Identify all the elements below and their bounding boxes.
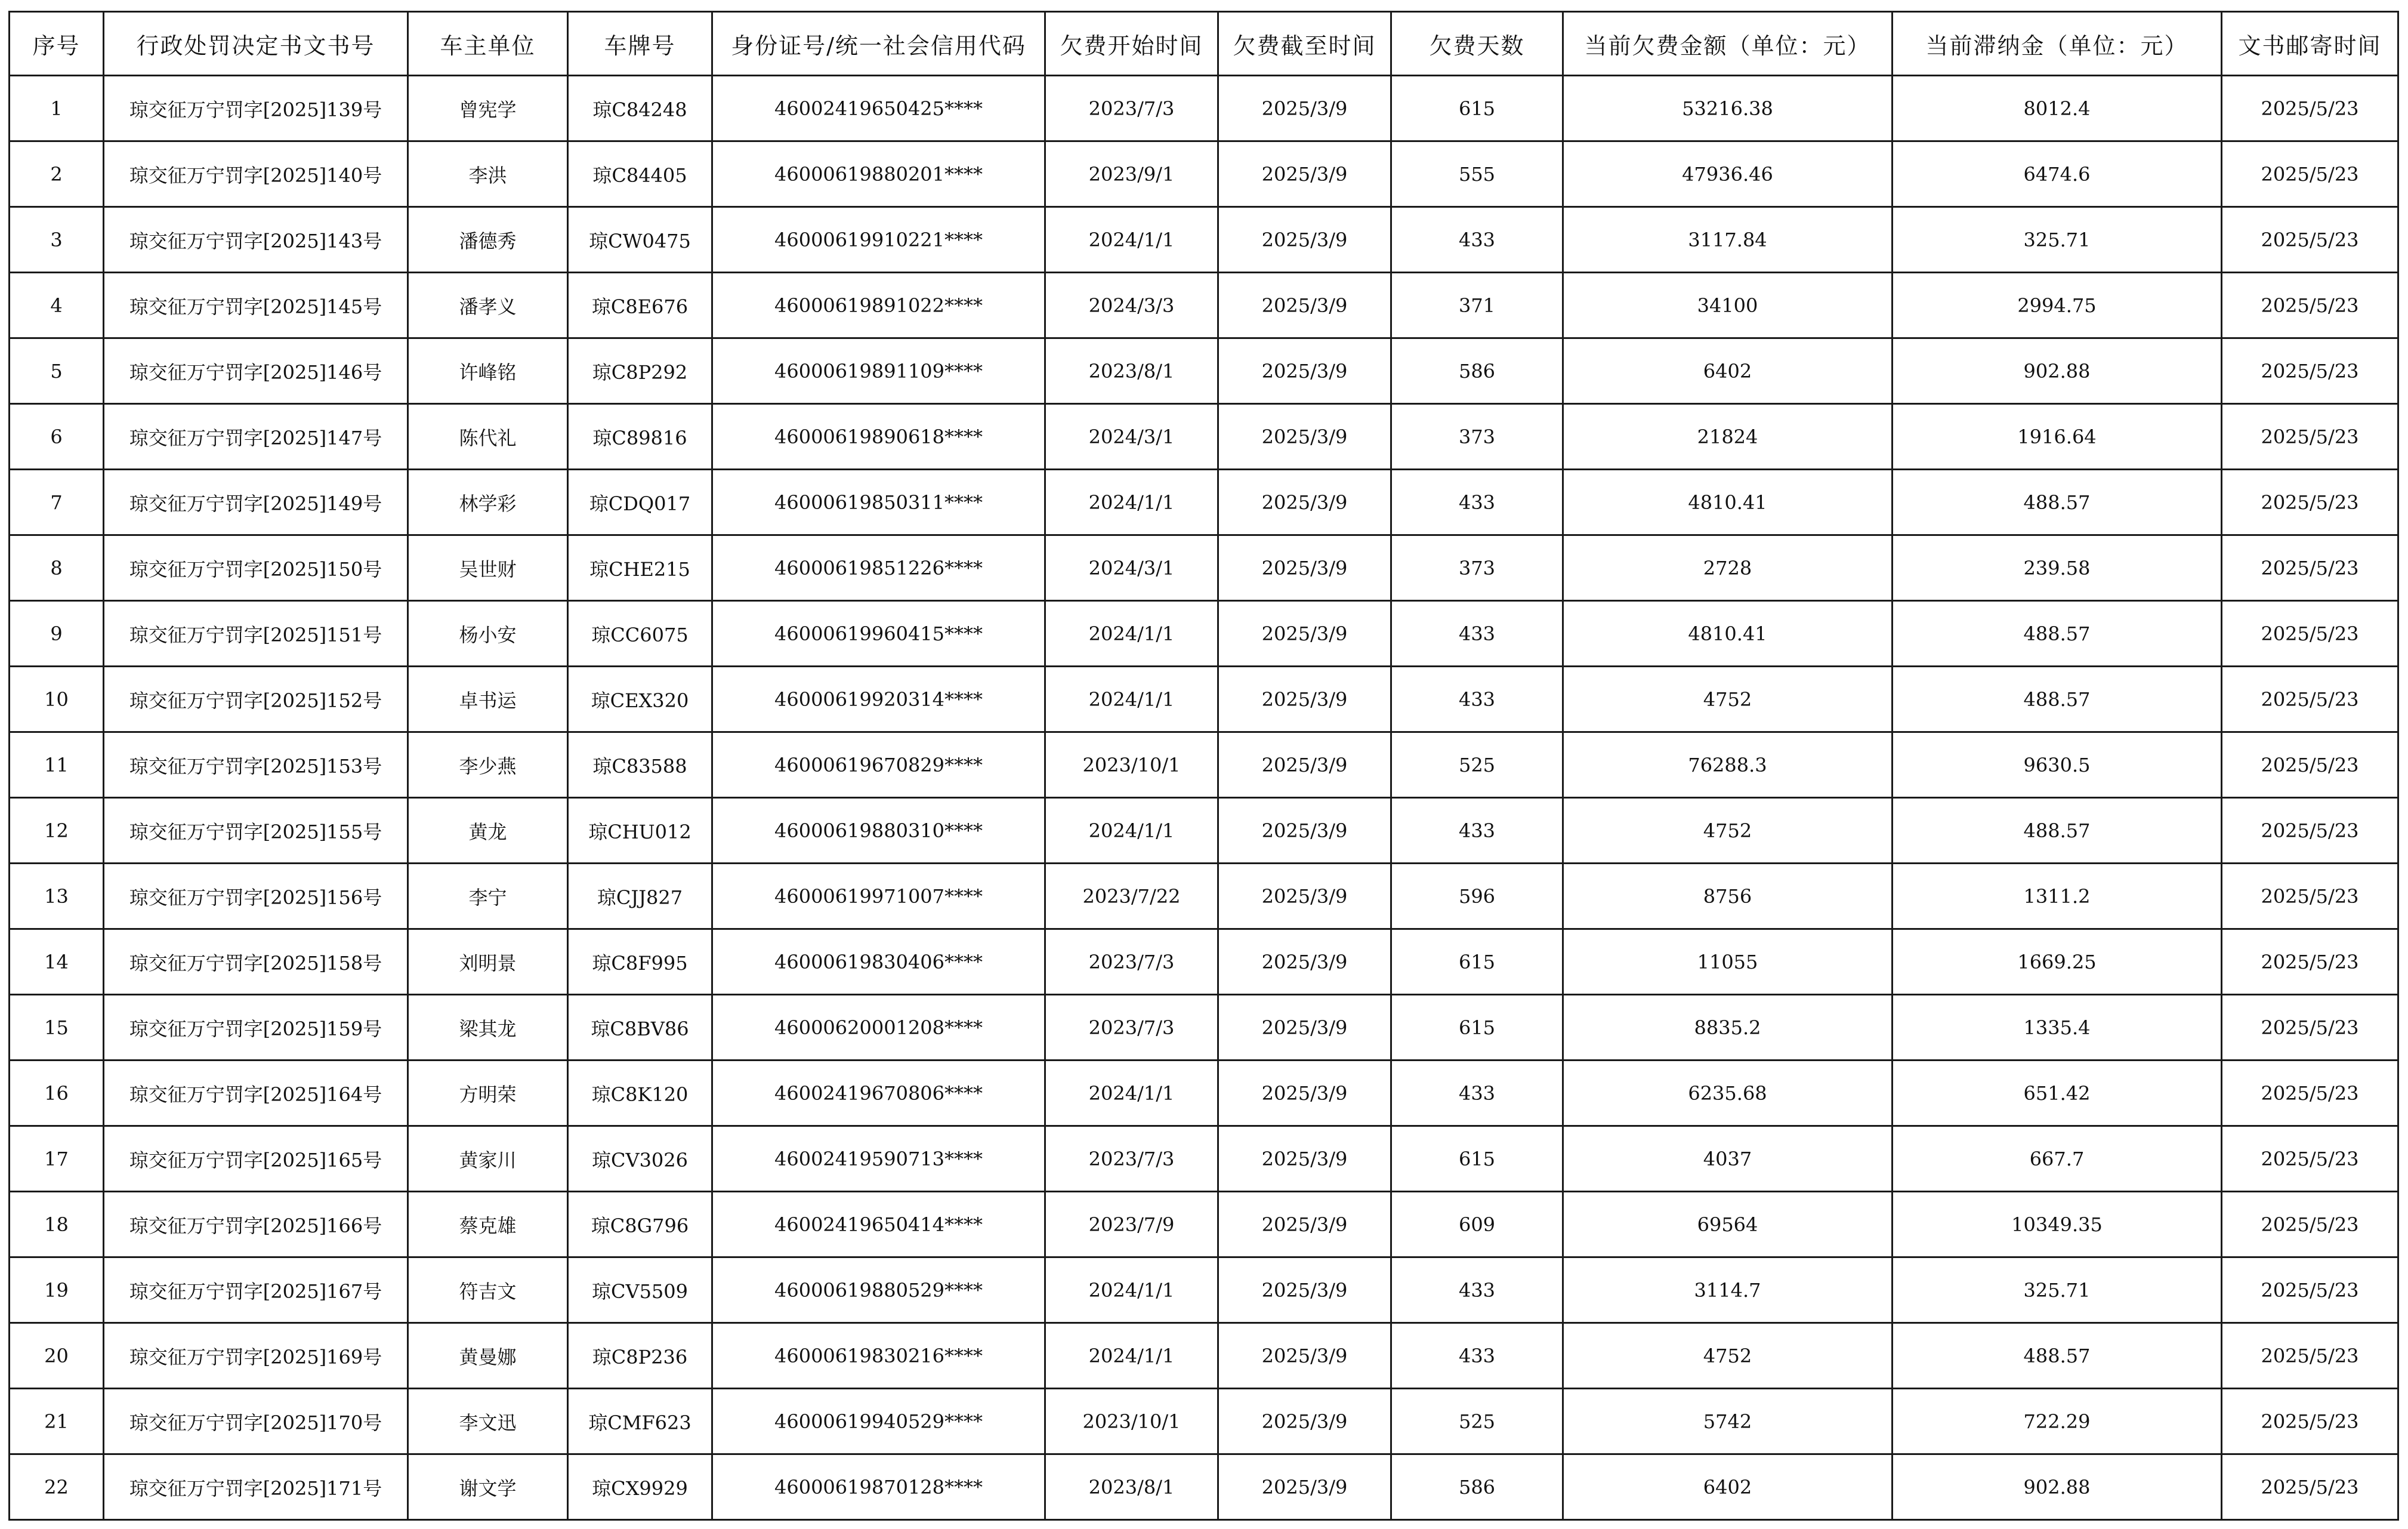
cell-col-owner: 李宁 [408,864,568,929]
cell-col-mail-date: 2025/5/23 [2222,1323,2398,1389]
cell-col-arrears-amount: 4810.41 [1563,601,1893,667]
cell-col-late-fee: 902.88 [1893,338,2222,404]
cell-col-mail-date: 2025/5/23 [2222,929,2398,995]
cell-col-end-date: 2025/3/9 [1218,1061,1391,1126]
cell-col-id-number: 46000619891109**** [712,338,1045,404]
cell-col-days: 433 [1391,1257,1563,1323]
cell-col-days: 371 [1391,273,1563,338]
cell-col-end-date: 2025/3/9 [1218,470,1391,535]
cell-col-end-date: 2025/3/9 [1218,929,1391,995]
cell-col-index: 16 [10,1061,104,1126]
table-row [10,76,2398,141]
cell-col-mail-date: 2025/5/23 [2222,995,2398,1061]
cell-col-arrears-amount: 8756 [1563,864,1893,929]
cell-col-index: 13 [10,864,104,929]
cell-col-owner: 梁其龙 [408,995,568,1061]
cell-col-id-number: 46000619670829**** [712,732,1045,798]
cell-col-id-number: 46000619891022**** [712,273,1045,338]
cell-col-index: 1 [10,76,104,141]
cell-col-index: 11 [10,732,104,798]
header-col-index: 序号 [10,12,104,76]
cell-col-late-fee: 667.7 [1893,1126,2222,1192]
cell-col-owner: 方明荣 [408,1061,568,1126]
cell-col-decision-number: 琼交征万宁罚字[2025]167号 [104,1257,408,1323]
cell-col-days: 433 [1391,207,1563,273]
cell-col-decision-number: 琼交征万宁罚字[2025]149号 [104,470,408,535]
cell-col-late-fee: 1335.4 [1893,995,2222,1061]
cell-col-id-number: 46000619830216**** [712,1323,1045,1389]
cell-col-plate: 琼C8E676 [568,273,712,338]
cell-col-owner: 蔡克雄 [408,1192,568,1257]
cell-col-index: 7 [10,470,104,535]
table-row [10,1389,2398,1454]
cell-col-decision-number: 琼交征万宁罚字[2025]155号 [104,798,408,864]
cell-col-decision-number: 琼交征万宁罚字[2025]140号 [104,141,408,207]
cell-col-id-number: 46000619870128**** [712,1454,1045,1520]
cell-col-start-date: 2024/3/3 [1045,273,1218,338]
cell-col-arrears-amount: 21824 [1563,404,1893,470]
cell-col-plate: 琼CJJ827 [568,864,712,929]
cell-col-days: 609 [1391,1192,1563,1257]
cell-col-owner: 黄家川 [408,1126,568,1192]
arrears-table [8,11,2399,1521]
header-col-start-date: 欠费开始时间 [1045,12,1218,76]
cell-col-start-date: 2023/7/3 [1045,929,1218,995]
table-row [10,338,2398,404]
header-col-decision-number: 行政处罚决定书文书号 [104,12,408,76]
cell-col-end-date: 2025/3/9 [1218,141,1391,207]
cell-col-plate: 琼CHE215 [568,535,712,601]
cell-col-days: 525 [1391,1389,1563,1454]
cell-col-index: 20 [10,1323,104,1389]
cell-col-id-number: 46000619830406**** [712,929,1045,995]
cell-col-end-date: 2025/3/9 [1218,76,1391,141]
cell-col-plate: 琼CV3026 [568,1126,712,1192]
cell-col-plate: 琼CV5509 [568,1257,712,1323]
cell-col-late-fee: 1916.64 [1893,404,2222,470]
table-row [10,1454,2398,1520]
cell-col-late-fee: 1669.25 [1893,929,2222,995]
cell-col-index: 2 [10,141,104,207]
cell-col-mail-date: 2025/5/23 [2222,667,2398,732]
cell-col-plate: 琼CHU012 [568,798,712,864]
cell-col-end-date: 2025/3/9 [1218,404,1391,470]
cell-col-late-fee: 1311.2 [1893,864,2222,929]
table-row [10,1061,2398,1126]
cell-col-id-number: 46000619850311**** [712,470,1045,535]
cell-col-id-number: 46000619940529**** [712,1389,1045,1454]
cell-col-start-date: 2023/9/1 [1045,141,1218,207]
header-col-days: 欠费天数 [1391,12,1563,76]
cell-col-owner: 刘明景 [408,929,568,995]
cell-col-index: 6 [10,404,104,470]
table-row [10,1257,2398,1323]
cell-col-id-number: 46000619880310**** [712,798,1045,864]
cell-col-arrears-amount: 6402 [1563,1454,1893,1520]
cell-col-owner: 潘德秀 [408,207,568,273]
cell-col-decision-number: 琼交征万宁罚字[2025]166号 [104,1192,408,1257]
cell-col-start-date: 2024/1/1 [1045,798,1218,864]
header-col-late-fee: 当前滞纳金（单位：元） [1893,12,2222,76]
cell-col-days: 373 [1391,404,1563,470]
cell-col-mail-date: 2025/5/23 [2222,207,2398,273]
cell-col-owner: 曾宪学 [408,76,568,141]
cell-col-plate: 琼CEX320 [568,667,712,732]
cell-col-late-fee: 9630.5 [1893,732,2222,798]
table-row [10,1126,2398,1192]
cell-col-plate: 琼CW0475 [568,207,712,273]
cell-col-mail-date: 2025/5/23 [2222,338,2398,404]
cell-col-decision-number: 琼交征万宁罚字[2025]150号 [104,535,408,601]
cell-col-start-date: 2023/7/9 [1045,1192,1218,1257]
cell-col-decision-number: 琼交征万宁罚字[2025]165号 [104,1126,408,1192]
cell-col-start-date: 2023/7/3 [1045,76,1218,141]
cell-col-start-date: 2023/8/1 [1045,1454,1218,1520]
cell-col-days: 433 [1391,1323,1563,1389]
table-row [10,470,2398,535]
cell-col-arrears-amount: 6235.68 [1563,1061,1893,1126]
cell-col-decision-number: 琼交征万宁罚字[2025]147号 [104,404,408,470]
table-row [10,273,2398,338]
cell-col-arrears-amount: 34100 [1563,273,1893,338]
cell-col-late-fee: 2994.75 [1893,273,2222,338]
cell-col-start-date: 2024/1/1 [1045,667,1218,732]
cell-col-decision-number: 琼交征万宁罚字[2025]156号 [104,864,408,929]
arrears-table-sheet [8,11,2399,1521]
cell-col-end-date: 2025/3/9 [1218,1389,1391,1454]
cell-col-mail-date: 2025/5/23 [2222,798,2398,864]
cell-col-start-date: 2023/7/22 [1045,864,1218,929]
cell-col-plate: 琼CX9929 [568,1454,712,1520]
cell-col-plate: 琼C84405 [568,141,712,207]
cell-col-days: 433 [1391,601,1563,667]
cell-col-arrears-amount: 3114.7 [1563,1257,1893,1323]
cell-col-decision-number: 琼交征万宁罚字[2025]169号 [104,1323,408,1389]
cell-col-mail-date: 2025/5/23 [2222,273,2398,338]
cell-col-arrears-amount: 47936.46 [1563,141,1893,207]
header-row [10,12,2398,76]
table-row [10,207,2398,273]
cell-col-plate: 琼CC6075 [568,601,712,667]
cell-col-owner: 卓书运 [408,667,568,732]
cell-col-start-date: 2024/1/1 [1045,1323,1218,1389]
cell-col-mail-date: 2025/5/23 [2222,1126,2398,1192]
cell-col-index: 17 [10,1126,104,1192]
cell-col-end-date: 2025/3/9 [1218,1454,1391,1520]
header-col-owner: 车主单位 [408,12,568,76]
cell-col-index: 18 [10,1192,104,1257]
cell-col-mail-date: 2025/5/23 [2222,1257,2398,1323]
cell-col-arrears-amount: 4037 [1563,1126,1893,1192]
cell-col-arrears-amount: 4752 [1563,798,1893,864]
cell-col-days: 433 [1391,1061,1563,1126]
cell-col-late-fee: 10349.35 [1893,1192,2222,1257]
cell-col-decision-number: 琼交征万宁罚字[2025]145号 [104,273,408,338]
cell-col-mail-date: 2025/5/23 [2222,864,2398,929]
cell-col-late-fee: 488.57 [1893,798,2222,864]
cell-col-end-date: 2025/3/9 [1218,1126,1391,1192]
cell-col-mail-date: 2025/5/23 [2222,404,2398,470]
cell-col-id-number: 46000619971007**** [712,864,1045,929]
table-row [10,798,2398,864]
cell-col-index: 8 [10,535,104,601]
table-row [10,535,2398,601]
cell-col-end-date: 2025/3/9 [1218,864,1391,929]
cell-col-mail-date: 2025/5/23 [2222,1454,2398,1520]
cell-col-start-date: 2023/8/1 [1045,338,1218,404]
cell-col-start-date: 2024/3/1 [1045,535,1218,601]
cell-col-days: 615 [1391,929,1563,995]
cell-col-plate: 琼CMF623 [568,1389,712,1454]
cell-col-owner: 李少燕 [408,732,568,798]
cell-col-plate: 琼C8P236 [568,1323,712,1389]
cell-col-end-date: 2025/3/9 [1218,798,1391,864]
cell-col-days: 433 [1391,667,1563,732]
cell-col-decision-number: 琼交征万宁罚字[2025]170号 [104,1389,408,1454]
cell-col-days: 433 [1391,798,1563,864]
cell-col-owner: 李文迅 [408,1389,568,1454]
cell-col-days: 615 [1391,76,1563,141]
table-body [10,76,2398,1520]
cell-col-decision-number: 琼交征万宁罚字[2025]151号 [104,601,408,667]
cell-col-start-date: 2023/10/1 [1045,732,1218,798]
cell-col-index: 10 [10,667,104,732]
cell-col-late-fee: 6474.6 [1893,141,2222,207]
cell-col-late-fee: 488.57 [1893,667,2222,732]
cell-col-mail-date: 2025/5/23 [2222,535,2398,601]
cell-col-days: 586 [1391,1454,1563,1520]
cell-col-days: 555 [1391,141,1563,207]
cell-col-id-number: 46000619890618**** [712,404,1045,470]
cell-col-index: 22 [10,1454,104,1520]
cell-col-late-fee: 325.71 [1893,207,2222,273]
cell-col-index: 9 [10,601,104,667]
cell-col-days: 615 [1391,995,1563,1061]
cell-col-end-date: 2025/3/9 [1218,601,1391,667]
cell-col-arrears-amount: 53216.38 [1563,76,1893,141]
cell-col-plate: 琼C8F995 [568,929,712,995]
cell-col-start-date: 2023/7/3 [1045,1126,1218,1192]
cell-col-arrears-amount: 4752 [1563,1323,1893,1389]
cell-col-late-fee: 722.29 [1893,1389,2222,1454]
cell-col-mail-date: 2025/5/23 [2222,141,2398,207]
cell-col-late-fee: 488.57 [1893,1323,2222,1389]
cell-col-arrears-amount: 3117.84 [1563,207,1893,273]
cell-col-days: 373 [1391,535,1563,601]
cell-col-id-number: 46000619920314**** [712,667,1045,732]
table-row [10,929,2398,995]
header-col-end-date: 欠费截至时间 [1218,12,1391,76]
cell-col-mail-date: 2025/5/23 [2222,732,2398,798]
cell-col-plate: 琼C8P292 [568,338,712,404]
cell-col-end-date: 2025/3/9 [1218,1192,1391,1257]
cell-col-start-date: 2024/3/1 [1045,404,1218,470]
cell-col-start-date: 2024/1/1 [1045,1257,1218,1323]
cell-col-days: 586 [1391,338,1563,404]
cell-col-owner: 谢文学 [408,1454,568,1520]
cell-col-days: 525 [1391,732,1563,798]
cell-col-end-date: 2025/3/9 [1218,667,1391,732]
cell-col-decision-number: 琼交征万宁罚字[2025]153号 [104,732,408,798]
cell-col-mail-date: 2025/5/23 [2222,1061,2398,1126]
cell-col-plate: 琼C83588 [568,732,712,798]
cell-col-owner: 杨小安 [408,601,568,667]
cell-col-id-number: 46000620001208**** [712,995,1045,1061]
cell-col-mail-date: 2025/5/23 [2222,76,2398,141]
cell-col-owner: 许峰铭 [408,338,568,404]
cell-col-id-number: 46002419590713**** [712,1126,1045,1192]
cell-col-arrears-amount: 11055 [1563,929,1893,995]
cell-col-decision-number: 琼交征万宁罚字[2025]143号 [104,207,408,273]
cell-col-id-number: 46002419650414**** [712,1192,1045,1257]
cell-col-decision-number: 琼交征万宁罚字[2025]158号 [104,929,408,995]
cell-col-index: 3 [10,207,104,273]
cell-col-start-date: 2023/7/3 [1045,995,1218,1061]
cell-col-late-fee: 325.71 [1893,1257,2222,1323]
cell-col-owner: 李洪 [408,141,568,207]
cell-col-end-date: 2025/3/9 [1218,273,1391,338]
cell-col-end-date: 2025/3/9 [1218,207,1391,273]
table-row [10,667,2398,732]
cell-col-days: 433 [1391,470,1563,535]
cell-col-decision-number: 琼交征万宁罚字[2025]146号 [104,338,408,404]
cell-col-owner: 陈代礼 [408,404,568,470]
cell-col-id-number: 46000619910221**** [712,207,1045,273]
cell-col-end-date: 2025/3/9 [1218,995,1391,1061]
cell-col-decision-number: 琼交征万宁罚字[2025]139号 [104,76,408,141]
cell-col-plate: 琼C89816 [568,404,712,470]
header-col-plate: 车牌号 [568,12,712,76]
cell-col-late-fee: 8012.4 [1893,76,2222,141]
cell-col-start-date: 2024/1/1 [1045,1061,1218,1126]
table-row [10,995,2398,1061]
cell-col-mail-date: 2025/5/23 [2222,470,2398,535]
cell-col-arrears-amount: 2728 [1563,535,1893,601]
cell-col-owner: 黄曼娜 [408,1323,568,1389]
cell-col-index: 5 [10,338,104,404]
cell-col-owner: 潘孝义 [408,273,568,338]
cell-col-end-date: 2025/3/9 [1218,338,1391,404]
cell-col-index: 19 [10,1257,104,1323]
cell-col-late-fee: 651.42 [1893,1061,2222,1126]
cell-col-late-fee: 488.57 [1893,601,2222,667]
cell-col-plate: 琼CDQ017 [568,470,712,535]
cell-col-owner: 吴世财 [408,535,568,601]
cell-col-index: 14 [10,929,104,995]
cell-col-mail-date: 2025/5/23 [2222,1389,2398,1454]
table-row [10,732,2398,798]
cell-col-index: 15 [10,995,104,1061]
cell-col-decision-number: 琼交征万宁罚字[2025]159号 [104,995,408,1061]
cell-col-plate: 琼C8G796 [568,1192,712,1257]
header-col-id-number: 身份证号/统一社会信用代码 [712,12,1045,76]
cell-col-late-fee: 239.58 [1893,535,2222,601]
table-header [10,12,2398,76]
cell-col-owner: 黄龙 [408,798,568,864]
cell-col-mail-date: 2025/5/23 [2222,1192,2398,1257]
table-row [10,864,2398,929]
table-row [10,1323,2398,1389]
cell-col-decision-number: 琼交征万宁罚字[2025]164号 [104,1061,408,1126]
cell-col-plate: 琼C8K120 [568,1061,712,1126]
cell-col-plate: 琼C84248 [568,76,712,141]
cell-col-arrears-amount: 4810.41 [1563,470,1893,535]
cell-col-arrears-amount: 6402 [1563,338,1893,404]
cell-col-start-date: 2023/10/1 [1045,1389,1218,1454]
cell-col-owner: 符吉文 [408,1257,568,1323]
cell-col-end-date: 2025/3/9 [1218,732,1391,798]
cell-col-arrears-amount: 4752 [1563,667,1893,732]
cell-col-id-number: 46002419650425**** [712,76,1045,141]
table-row [10,601,2398,667]
table-row [10,1192,2398,1257]
cell-col-id-number: 46000619851226**** [712,535,1045,601]
cell-col-arrears-amount: 76288.3 [1563,732,1893,798]
cell-col-mail-date: 2025/5/23 [2222,601,2398,667]
cell-col-index: 21 [10,1389,104,1454]
table-row [10,141,2398,207]
cell-col-start-date: 2024/1/1 [1045,601,1218,667]
cell-col-days: 615 [1391,1126,1563,1192]
cell-col-late-fee: 488.57 [1893,470,2222,535]
cell-col-index: 4 [10,273,104,338]
cell-col-id-number: 46002419670806**** [712,1061,1045,1126]
table-row [10,404,2398,470]
cell-col-days: 596 [1391,864,1563,929]
cell-col-decision-number: 琼交征万宁罚字[2025]171号 [104,1454,408,1520]
cell-col-plate: 琼C8BV86 [568,995,712,1061]
cell-col-end-date: 2025/3/9 [1218,535,1391,601]
header-col-arrears-amount: 当前欠费金额（单位：元） [1563,12,1893,76]
cell-col-arrears-amount: 8835.2 [1563,995,1893,1061]
cell-col-late-fee: 902.88 [1893,1454,2222,1520]
cell-col-index: 12 [10,798,104,864]
cell-col-start-date: 2024/1/1 [1045,207,1218,273]
cell-col-id-number: 46000619880201**** [712,141,1045,207]
cell-col-end-date: 2025/3/9 [1218,1323,1391,1389]
cell-col-id-number: 46000619960415**** [712,601,1045,667]
cell-col-end-date: 2025/3/9 [1218,1257,1391,1323]
cell-col-start-date: 2024/1/1 [1045,470,1218,535]
cell-col-owner: 林学彩 [408,470,568,535]
cell-col-arrears-amount: 69564 [1563,1192,1893,1257]
cell-col-id-number: 46000619880529**** [712,1257,1045,1323]
header-col-mail-date: 文书邮寄时间 [2222,12,2398,76]
cell-col-arrears-amount: 5742 [1563,1389,1893,1454]
cell-col-decision-number: 琼交征万宁罚字[2025]152号 [104,667,408,732]
